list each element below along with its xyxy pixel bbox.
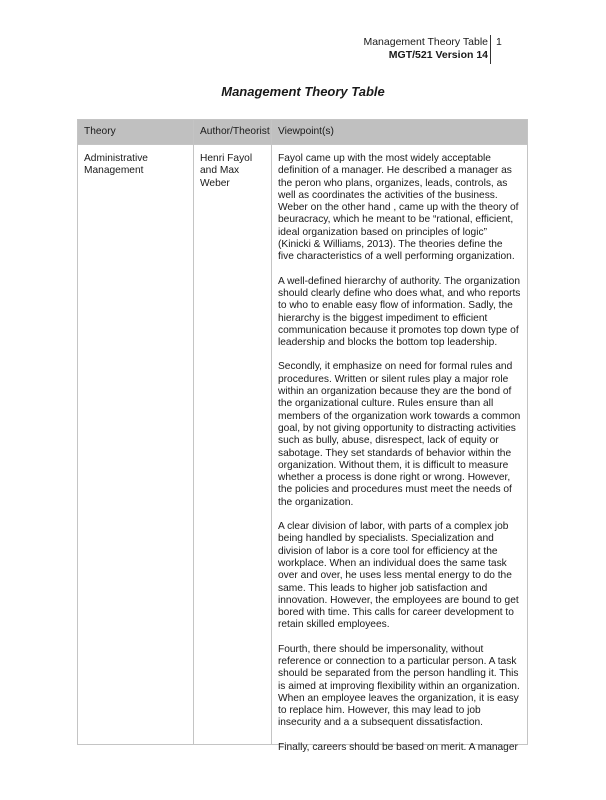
running-header bbox=[363, 36, 488, 62]
course-code: MGT/521 Version 14 bbox=[388, 49, 488, 61]
viewpoint-paragraph: Secondly, it emphasize on need for formal rules and procedures. Written or silent rules play a major role within an organization because they are the bond of the organizational culture. Rules ensure than all members of the organization work towards a common goal, by not giving opportunity to distracting activities such as bully, abuse, disrespect, lack of equity or sabotage. They set standards of behavior within the organization. Without them, it is difficult to measure whether a process is done right or wrong. However, the policies and procedures must meet the needs of the organization. bbox=[278, 361, 521, 508]
viewpoint-paragraph: A well-defined hierarchy of authority. The organization should clearly define who does what, and who reports to who to enable easy flow of information. Sadly, the hierarchy is the biggest impediment to efficient communication because it promotes top down type of leadership and blocks the bottom top leadership. bbox=[278, 275, 521, 349]
theory-cell: Administrative Management bbox=[78, 145, 194, 745]
viewpoint-paragraph: Fayol came up with the most widely acceptable definition of a manager. He described a manager as the peron who plans, organizes, leads, controls, as well as coordinates the activities of the business. Weber on the other hand , came up with the theory of beuracracy, which he meant to be “rational, efficient, ideal organization based on principles of logic” (Kinicki & Williams, 2013). The theories define the five characteristics of a well performing organization. bbox=[278, 153, 519, 263]
viewpoint-paragraph: A clear division of labor, with parts of a complex job being handled by specialists. Specialization and division of labor is a core tool for efficiency at the workplace. When an individual does the same task over and over, he uses less mental energy to do the same. This leads to higher job satisfaction and innovation. However, the employees are bound to get bored with time. This calls for career development to retain skilled employees. bbox=[278, 521, 519, 631]
viewpoint-text bbox=[278, 153, 521, 753]
viewpoint-cell bbox=[272, 145, 528, 753]
theory-table bbox=[77, 119, 528, 753]
column-header-viewpoints: Viewpoint(s) bbox=[272, 120, 528, 145]
document-title: Management Theory Table bbox=[221, 84, 385, 99]
viewpoint-paragraph: Fourth, there should be impersonality, without reference or connection to a particular person. A task should be separated from the person handling it. This is aimed at improving flexibility within an organization. When an employee leaves the organization, it is easy to replace him. However, this may lead to job insecurity and a a subsequent dissatisfaction. bbox=[278, 643, 520, 729]
table-header-row bbox=[78, 120, 528, 145]
header-divider bbox=[490, 35, 491, 64]
column-header-theory: Theory bbox=[78, 120, 194, 145]
page-number: 1 bbox=[496, 36, 502, 48]
column-header-author: Author/Theorist bbox=[194, 120, 272, 145]
author-cell: Henri Fayol and Max Weber bbox=[194, 145, 272, 745]
table-row bbox=[78, 145, 528, 745]
running-head-title: Management Theory Table bbox=[363, 36, 488, 48]
viewpoint-paragraph: Finally, careers should be based on merit. A manager bbox=[278, 741, 518, 753]
